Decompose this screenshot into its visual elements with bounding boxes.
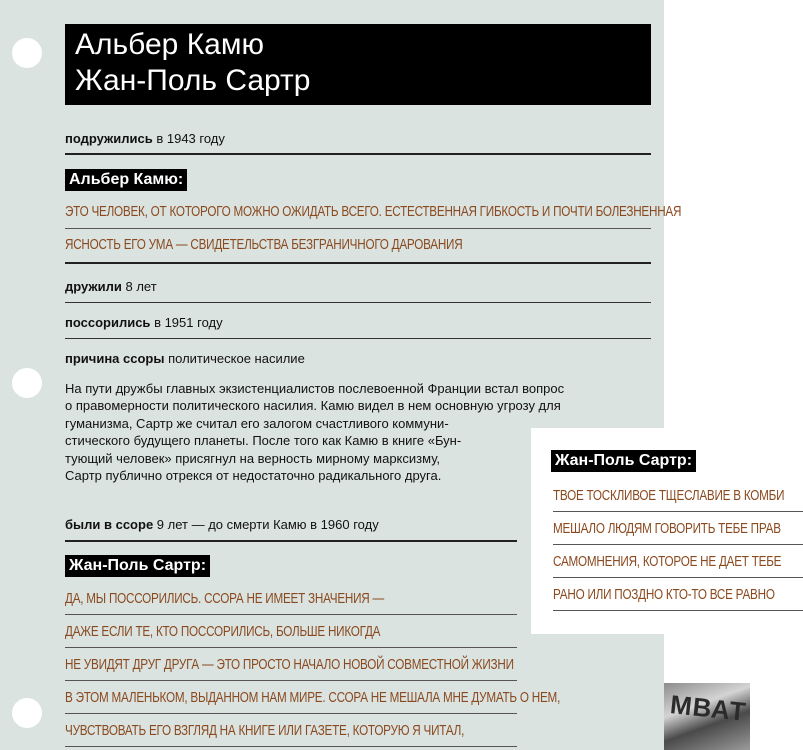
title-line-2: Жан-Поль Сартр xyxy=(75,64,311,97)
quote-rule xyxy=(65,647,517,648)
sidebar-sartre-tag: Жан-Поль Сартр: xyxy=(551,450,696,472)
camus-quote-line-1: ЭТО ЧЕЛОВЕК, ОТ КОТОРОГО МОЖНО ОЖИДАТЬ ВСЕГО. ЕСТЕСТВЕННАЯ ГИБКОСТЬ И ПОЧТИ БОЛЕЗНЕННАЯ xyxy=(65,203,682,220)
quote-rule xyxy=(553,610,803,611)
quote-rule xyxy=(553,544,803,545)
fact-reason xyxy=(65,351,651,366)
fact-label: поссорились xyxy=(65,315,151,330)
divider xyxy=(65,262,651,264)
quote-rule xyxy=(65,746,517,747)
fact-value: политическое насилие xyxy=(168,351,305,366)
fact-friends-for xyxy=(65,279,651,294)
sartre-quote-line-3: НЕ УВИДЯТ ДРУГ ДРУГА — ЭТО ПРОСТО НАЧАЛО НОВОЙ СОВМЕСТНОЙ ЖИЗНИ xyxy=(65,656,514,673)
sartre-quote-line-4: В ЭТОМ МАЛЕНЬКОМ, ВЫДАННОМ НАМ МИРЕ. ССОРА НЕ МЕШАЛА МНЕ ДУМАТЬ О НЕМ, xyxy=(65,689,561,706)
binder-hole xyxy=(12,698,42,728)
sidebar-quote-line-3: САМОМНЕНИЯ, КОТОРОЕ НЕ ДАЕТ ТЕБЕ xyxy=(553,553,782,570)
sidebar-quote-card xyxy=(531,428,785,634)
quote-rule xyxy=(65,228,651,229)
paragraph-line: о правомерности политического насилия. Камю видел в нем основную угрозу для xyxy=(65,398,561,414)
fact-label: причина ссоры xyxy=(65,351,165,366)
quote-rule xyxy=(553,511,803,512)
quote-rule xyxy=(65,680,517,681)
paragraph-line: тующий человек» присягнул на верность мирному марксизму, xyxy=(65,450,441,466)
fact-quarreled xyxy=(65,315,651,330)
divider xyxy=(65,302,651,303)
sartre-quote-line-1: ДА, МЫ ПОССОРИЛИСЬ. ССОРА НЕ ИМЕЕТ ЗНАЧЕНИЯ — xyxy=(65,590,384,607)
title-line-1: Альбер Камю xyxy=(75,28,264,61)
fact-value: 8 лет xyxy=(125,279,157,294)
quote-rule xyxy=(553,577,803,578)
paragraph-line: На пути дружбы главных экзистенциалистов послевоенной Франции встал вопрос xyxy=(65,381,565,396)
binder-hole xyxy=(12,38,42,68)
sidebar-quote-line-1: ТВОЕ ТОСКЛИВОЕ ТЩЕСЛАВИЕ В КОМБИ xyxy=(553,487,785,504)
quote-rule xyxy=(65,713,517,714)
divider xyxy=(65,153,651,155)
fact-value: 9 лет — до смерти Камю в 1960 году xyxy=(156,517,379,532)
camus-tag: Альбер Камю: xyxy=(65,169,187,191)
paragraph-line: Сартр публично отрекся от недостаточно радикального друга. xyxy=(65,468,442,484)
fact-label: подружились xyxy=(65,131,153,146)
fact-befriended xyxy=(65,131,651,146)
archive-photo xyxy=(664,683,750,750)
photo-sign-text: МВАТ xyxy=(668,689,748,727)
sartre-quote-line-2: ДАЖЕ ЕСЛИ ТЕ, КТО ПОССОРИЛИСЬ, БОЛЬШЕ НИКОГДА xyxy=(65,623,381,640)
fact-value: в 1951 году xyxy=(154,315,223,330)
fact-value: в 1943 году xyxy=(156,131,225,146)
divider xyxy=(65,540,517,542)
binder-hole xyxy=(12,368,42,398)
sartre-quote-line-5: ЧУВСТВОВАТЬ ЕГО ВЗГЛЯД НА КНИГЕ ИЛИ ГАЗЕТЕ, КОТОРУЮ Я ЧИТАЛ, xyxy=(65,722,465,739)
paragraph-line: гуманизма, Сартр же считал его залогом счастливого коммуни- xyxy=(65,415,449,431)
divider xyxy=(65,338,651,339)
paragraph-line: стического будущего планеты. После того как Камю в книге «Бун- xyxy=(65,433,462,449)
fact-label: дружили xyxy=(65,279,122,294)
camus-quote-line-2: ЯСНОСТЬ ЕГО УМА — СВИДЕТЕЛЬСТВА БЕЗГРАНИЧНОГО ДАРОВАНИЯ xyxy=(65,236,463,253)
quote-rule xyxy=(65,614,517,615)
fact-label: были в ссоре xyxy=(65,517,154,532)
sidebar-quote-line-2: МЕШАЛО ЛЮДЯМ ГОВОРИТЬ ТЕБЕ ПРАВ xyxy=(553,520,781,537)
sidebar-quote-line-4: РАНО ИЛИ ПОЗДНО КТО-ТО ВСЕ РАВНО xyxy=(553,586,775,603)
sartre-tag: Жан-Поль Сартр: xyxy=(65,555,210,577)
title-block xyxy=(65,24,651,105)
